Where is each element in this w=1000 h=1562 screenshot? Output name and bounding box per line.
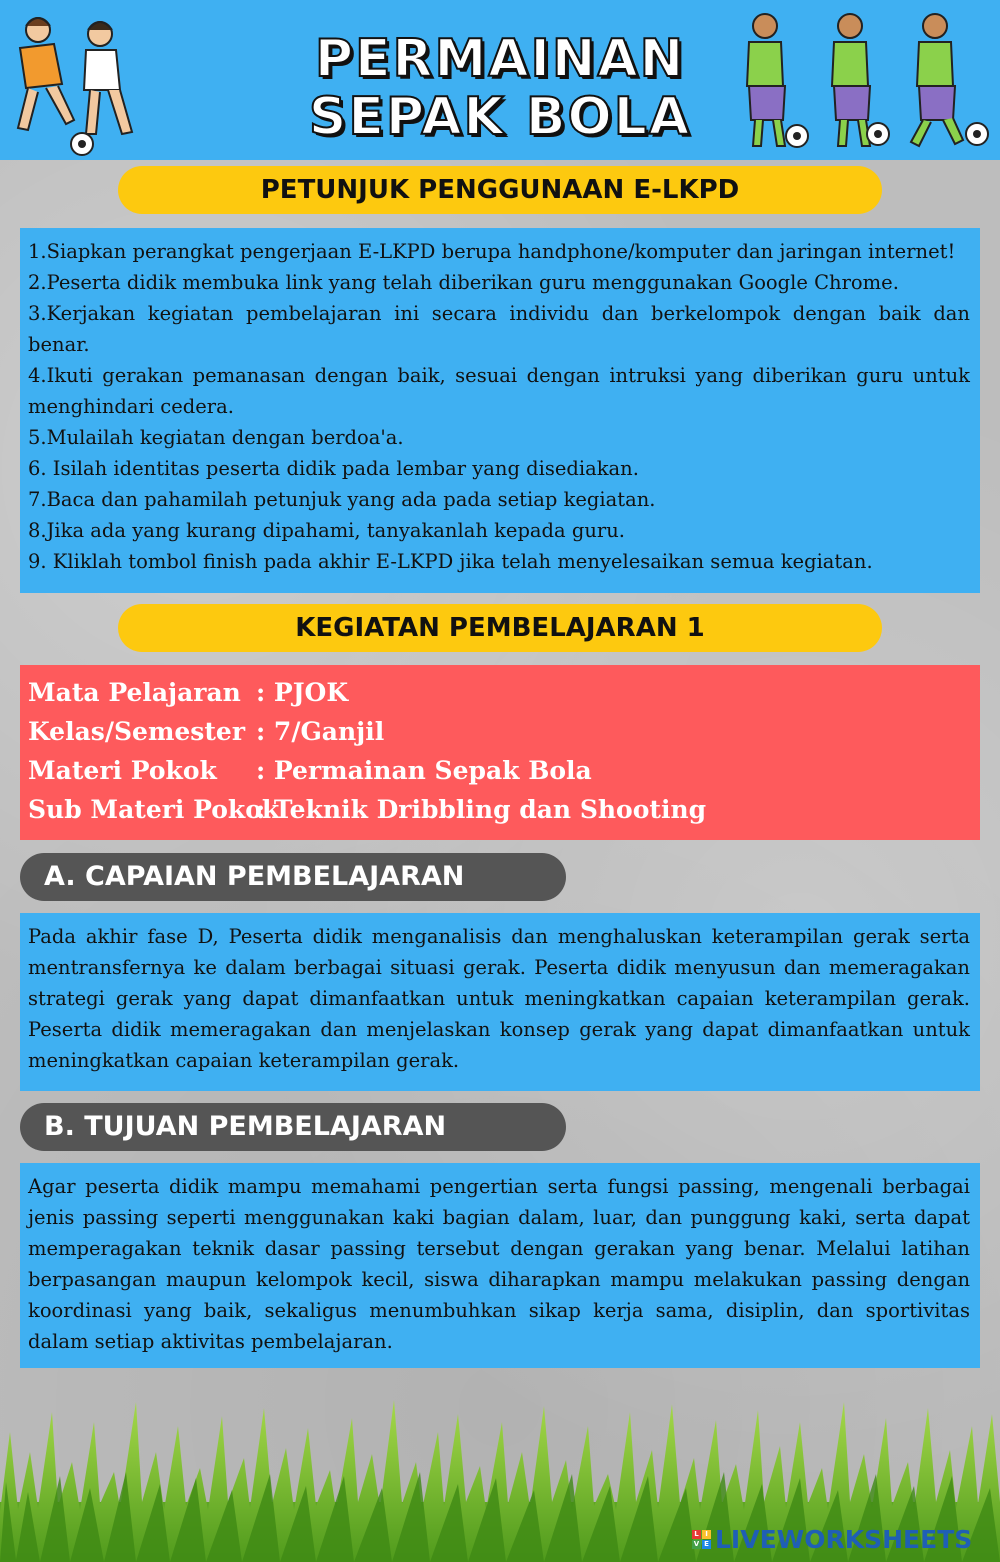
list-item: 6. Isilah identitas peserta didik pada lembar yang disediakan. bbox=[28, 457, 639, 480]
list-item: 7.Baca dan pahamilah petunjuk yang ada pada setiap kegiatan. bbox=[28, 488, 656, 511]
kegiatan-heading: KEGIATAN PEMBELAJARAN 1 bbox=[118, 604, 882, 652]
info-row-subtopic bbox=[28, 790, 970, 829]
tujuan-heading: B. TUJUAN PEMBELAJARAN bbox=[20, 1103, 566, 1151]
capaian-heading: A. CAPAIAN PEMBELAJARAN bbox=[20, 853, 566, 901]
info-label: Kelas/Semester bbox=[28, 717, 246, 746]
header-banner bbox=[0, 0, 1000, 160]
liveworksheets-logo-icon: L I V E bbox=[692, 1530, 711, 1549]
info-row-class bbox=[28, 712, 970, 751]
petunjuk-heading: PETUNJUK PENGGUNAAN E-LKPD bbox=[118, 166, 882, 214]
info-label: Mata Pelajaran bbox=[28, 678, 241, 707]
info-label: Sub Materi Pokok bbox=[28, 795, 280, 824]
kids-playing-football-illustration bbox=[0, 0, 160, 160]
title-line-2: SEPAK BOLA bbox=[308, 87, 692, 147]
list-item: 8.Jika ada yang kurang dipahami, tanyakanlah kepada guru. bbox=[28, 519, 625, 542]
players-dribbling-illustration bbox=[735, 8, 1000, 158]
info-value: : Teknik Dribbling dan Shooting bbox=[256, 795, 707, 824]
petunjuk-list bbox=[20, 228, 980, 593]
list-item: 3.Kerjakan kegiatan pembelajaran ini secara individu dan berkelompok dengan baik dan benar. bbox=[28, 302, 970, 356]
subject-info-box bbox=[20, 665, 980, 840]
list-item: 1.Siapkan perangkat pengerjaan E-LKPD berupa handphone/komputer dan jaringan internet! bbox=[28, 240, 956, 263]
info-row-subject bbox=[28, 673, 970, 712]
tujuan-text: Agar peserta didik mampu memahami pengertian serta fungsi passing, mengenali berbagai jenis passing seperti menggunakan kaki bagian dalam, luar, dan punggung kaki, serta dapat memperagakan teknik dasar passing tersebut dengan gerakan yang benar. Melalui latihan berpasangan maupun kelompok kecil, siswa diharapkan mampu melakukan passing dengan koordinasi yang baik, sekaligus menumbuhkan sikap kerja sama, disiplin, dan sportivitas dalam setiap aktivitas pembelajaran. bbox=[20, 1163, 980, 1368]
info-value: : PJOK bbox=[256, 678, 349, 707]
title-line-1: PERMAINAN bbox=[314, 29, 686, 89]
list-item: 5.Mulailah kegiatan dengan berdoa'a. bbox=[28, 426, 404, 449]
list-item: 9. Kliklah tombol finish pada akhir E-LKPD jika telah menyelesaikan semua kegiatan. bbox=[28, 550, 873, 573]
info-label: Materi Pokok bbox=[28, 756, 217, 785]
brand-text: LIVEWORKSHEETS bbox=[715, 1524, 973, 1554]
list-item: 4.Ikuti gerakan pemanasan dengan baik, sesuai dengan intruksi yang diberikan guru untuk menghindari cedera. bbox=[28, 364, 970, 418]
capaian-text: Pada akhir fase D, Peserta didik menganalisis dan menghaluskan keterampilan gerak serta mentransfernya ke dalam berbagai situasi gerak. Peserta didik menyusun dan memeragakan strategi gerak yang dapat dimanfaatkan untuk meningkatkan capaian keterampilan gerak. Peserta didik memeragakan dan menjelaskan konsep gerak yang dapat dimanfaatkan untuk meningkatkan capaian keterampilan gerak. bbox=[20, 913, 980, 1091]
list-item: 2.Peserta didik membuka link yang telah diberikan guru menggunakan Google Chrome. bbox=[28, 271, 899, 294]
liveworksheets-brand[interactable] bbox=[692, 1523, 972, 1555]
page-title bbox=[240, 30, 760, 146]
info-row-topic bbox=[28, 751, 970, 790]
info-value: : 7/Ganjil bbox=[256, 717, 385, 746]
info-value: : Permainan Sepak Bola bbox=[256, 756, 592, 785]
